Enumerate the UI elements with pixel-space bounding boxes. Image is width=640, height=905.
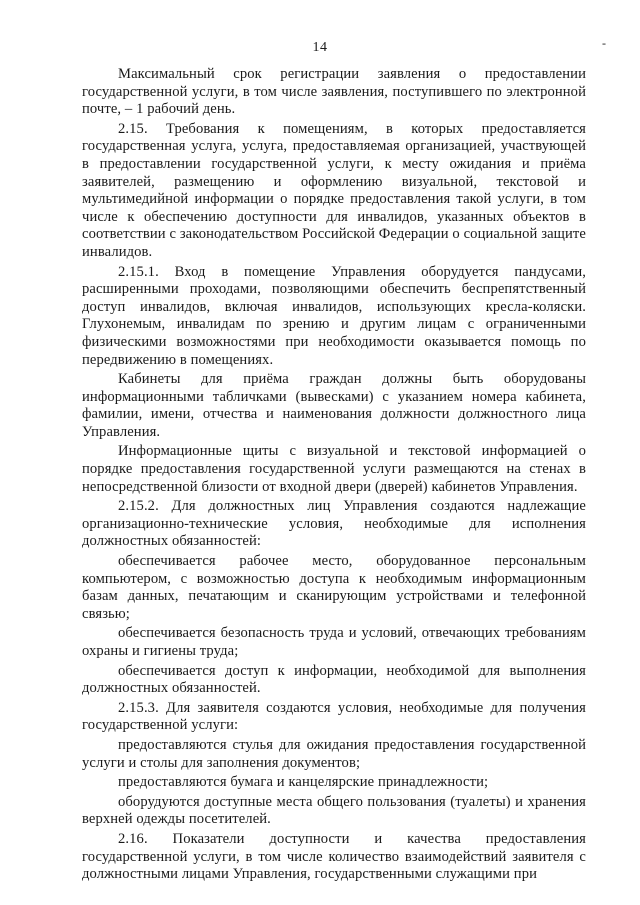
paragraph-2-15: 2.15. Требования к помещениям, в которых предоставляется государственная услуга, услуга, предоставляемая организацией, участвующей в предоставлении государственной услуги, к месту ожидания и приёма заявителей, размещению и оформлению визуальной, текстовой и мультимедийной информации о порядке предоставления такой услуги, в том числе к обеспечению доступности для инвалидов, указанных объектов в соответствии с законодательством Российской Федерации о социальной защите инвалидов. xyxy=(82,120,586,260)
page-number: 14 xyxy=(312,40,328,55)
paragraph-2-15-2: 2.15.2. Для должностных лиц Управления создаются надлежащие организационно-технические условия, необходимые для исполнения должностных обязанностей: xyxy=(82,498,586,550)
paragraph-2-15-1: 2.15.1. Вход в помещение Управления оборудуется пандусами, расширенными проходами, позволяющими обеспечить беспрепятственный доступ инвалидов, включая инвалидов, использующих кресла-коляски. Глухонемым, инвалидам по зрению и другим лицам с ограниченными физическими возможностями при необходимости оказывается помощь по передвижению в помещениях. xyxy=(82,263,586,368)
paragraph-info-access: обеспечивается доступ к информации, необходимой для выполнения должностных обязанностей. xyxy=(82,662,586,697)
paragraph-offices: Кабинеты для приёма граждан должны быть оборудованы информационными табличками (вывесками) с указанием номера кабинета, фамилии, имени, отчества и наименования должности должностного лица Управления. xyxy=(82,371,586,440)
paragraph-info-boards: Информационные щиты с визуальной и текстовой информацией о порядке предоставления государственной услуги размещаются на стенах в непосредственной близости от входной двери (дверей) кабинетов Управления. xyxy=(82,443,586,495)
paragraph-safety: обеспечивается безопасность труда и условий, отвечающих требованиям охраны и гигиены труда; xyxy=(82,625,586,659)
paragraph-facilities: оборудуются доступные места общего пользования (туалеты) и хранения верхней одежды посетителей. xyxy=(82,793,586,828)
corner-mark: - xyxy=(602,36,606,50)
paragraph-stationery: предоставляются бумага и канцелярские принадлежности; xyxy=(118,774,489,791)
paragraph-chairs: предоставляются стулья для ожидания предоставления государственной услуги и столы для заполнения документов; xyxy=(82,736,586,771)
paragraph-registration-term: Максимальный срок регистрации заявления о предоставлении государственной услуги, в том числе заявления, поступившего по электронной почте, – 1 рабочий день. xyxy=(82,66,586,118)
document-body xyxy=(82,66,586,886)
paragraph-workplace: обеспечивается рабочее место, оборудованное персональным компьютером, с возможностью доступа к необходимым информационным базам данных, печатающим и сканирующим устройствами и телефонной связью; xyxy=(82,553,586,622)
paragraph-2-15-3: 2.15.3. Для заявителя создаются условия, необходимые для получения государственной услуги: xyxy=(82,699,586,734)
paragraph-2-16: 2.16. Показатели доступности и качества предоставления государственной услуги, в том числе количество взаимодействий заявителя с должностными лицами Управления, государственными служащими при xyxy=(82,830,586,883)
